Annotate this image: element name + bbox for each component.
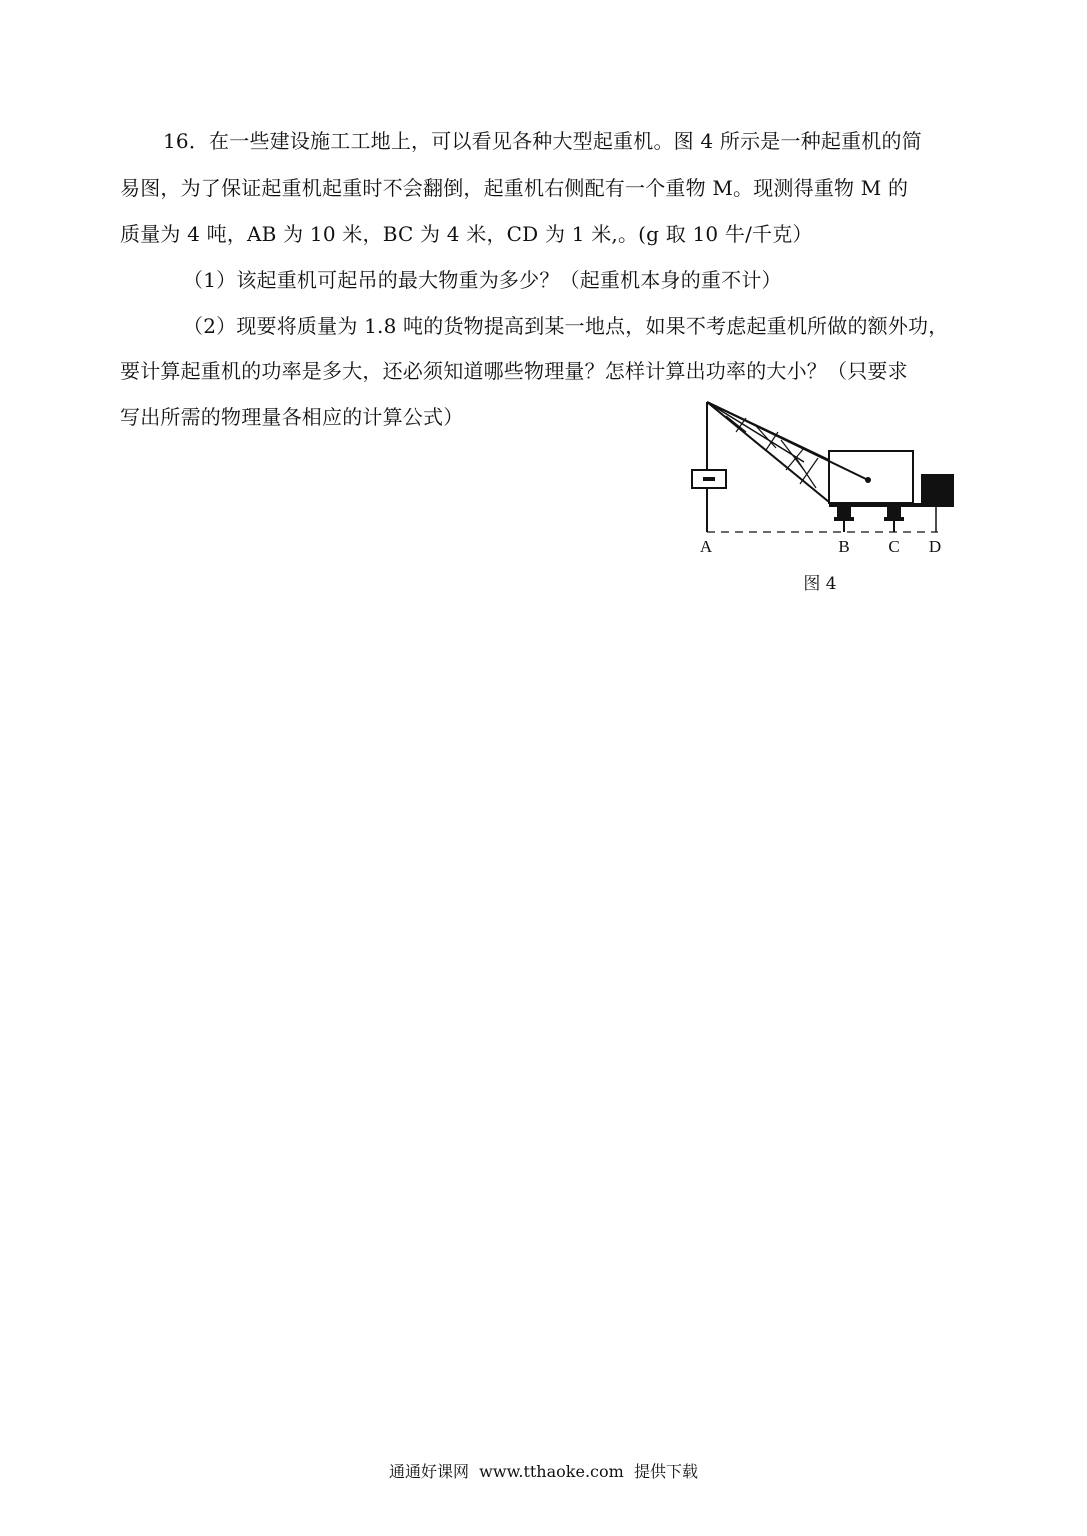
question-1: （1）该起重机可起吊的最大物重为多少？（起重机本身的重不计）	[183, 268, 782, 292]
label-c: C	[888, 537, 900, 556]
page-footer: 通通好课网 www.tthaoke.com 提供下载	[389, 1462, 698, 1481]
crane-cab	[829, 451, 913, 503]
label-b: B	[838, 537, 850, 556]
problem-line-1: 16．在一些建设施工工地上，可以看见各种大型起重机。图 4 所示是一种起重机的简	[163, 129, 922, 153]
problem-line-3: 质量为 4 吨，AB 为 10 米，BC 为 4 米，CD 为 1 米,。(g 取 10 牛/千克）	[120, 222, 813, 246]
problem-line-2: 易图，为了保证起重机起重时不会翻倒，起重机右侧配有一个重物 M。现测得重物 M 的	[120, 176, 909, 200]
question-2-line-3: 写出所需的物理量各相应的计算公式）	[120, 405, 464, 429]
support-b	[834, 507, 854, 532]
figure-caption: 图 4	[803, 574, 837, 594]
label-a: A	[699, 537, 713, 556]
support-c	[884, 507, 904, 532]
label-d: D	[928, 537, 942, 556]
counterweight	[921, 474, 954, 503]
boom-mid-chord	[707, 402, 804, 462]
load-hook	[703, 477, 715, 481]
question-2-line-2: 要计算起重机的功率是多大，还必须知道哪些物理量？怎样计算出功率的大小？（只要求	[120, 359, 908, 383]
crane-diagram	[686, 392, 976, 602]
boom-lattice	[726, 416, 818, 488]
question-2-line-1: （2）现要将质量为 1.8 吨的货物提高到某一地点，如果不考虑起重机所做的额外功，	[183, 314, 949, 338]
pivot-point	[865, 477, 871, 483]
base-platform	[829, 503, 954, 507]
crane-figure	[686, 392, 976, 602]
